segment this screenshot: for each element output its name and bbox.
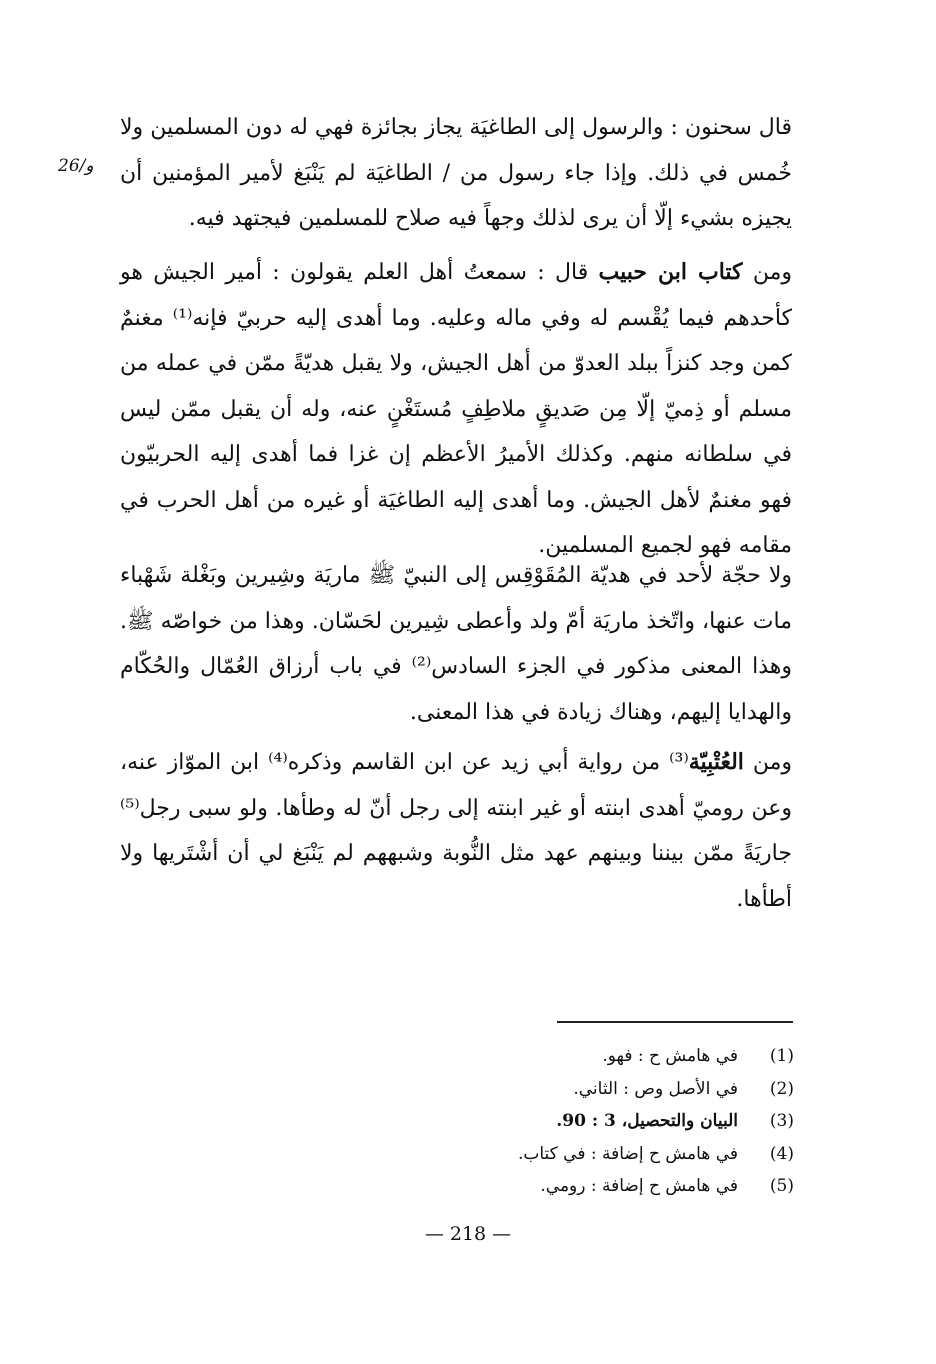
footnote-number: (4) (769, 1143, 794, 1164)
footnote-item (380, 1170, 794, 1203)
paragraph-ibn-habib (120, 250, 792, 569)
paragraph-utbiyya (120, 740, 792, 922)
footnote-item (380, 1040, 794, 1073)
margin-folio-note: 26/و (58, 156, 94, 176)
footnote-item (380, 1138, 794, 1171)
footnote-separator (557, 1021, 793, 1023)
footnote-number: (5) (769, 1176, 794, 1196)
paragraph-sahnun: قال سحنون : والرسول إلى الطاغيَة يجاز بجائزة فهي له دون المسلمين ولا خُمس في ذلك. وإذا جاء رسول من / الطاغيَة لم يَنْبَغ لأمير المؤمنين أن يجيزه بشيء إلّا أن يرى لذلك وجهاً فيه صلاح للمسلمين فيجتهد فيه. (120, 115, 792, 231)
paragraph-muqawqis: ولا حجّة لأحد في هديّة المُقَوْقِس إلى النبيّ ﷺ ماريَة وشِيرين وبَغْلة شَهْباء مات عنها، واتّخذ ماريَة أمّ ولد وأعطى شِيرين لحَسّان. وهذا من خواصّه ﷺ. وهذا المعنى مذكور في الجزء السادس⁽²⁾ في باب أرزاق العُمّال والحُكّام والهدايا إليهم، وهناك زيادة في هذا المعنى. (120, 563, 792, 725)
footnote-text: في هامش ح إضافة : في كتاب. (517, 1143, 738, 1164)
footnote-number: (2) (769, 1078, 794, 1099)
paragraph-body: قال : سمعتُ أهل العلم يقولون : أمير الجيش هو كأحدهم فيما يُقْسم له وفي ماله وعليه. وما أهدى إليه حربيّ فإنه⁽¹⁾ مغنمٌ كمن وجد كنزاً ببلد العدوّ من أهل الجيش، ولا يقبل هديّةً ممّن في عمله من مسلم أو ذِميّ إلّا مِن صَديقٍ ملاطِفٍ مُستَغْنٍ عنه، وله أن يقبل ممّن ليس في سلطانه منهم. وكذلك الأميرُ الأعظم إن غزا فما أهدى إليه الحربيّون فهو مغنمٌ لأهل الجيش. وما أهدى إليه الطاغيَة أو غيره من أهل الحرب في مقامه فهو لجميع المسلمين. (120, 260, 793, 558)
paragraph-lead: ومن (752, 260, 792, 285)
paragraph-lead: ومن (752, 750, 792, 775)
book-title-ibn-habib: كتاب ابن حبيب (598, 259, 743, 285)
paragraph-body: ⁽³⁾ من رواية أبي زيد عن ابن القاسم وذكره⁽⁴⁾ ابن الموّاز عنه، وعن روميّ أهدى ابنته أو غير ابنته إلى رجل أنّ له وطأها. ولو سبى رجل⁽⁵⁾ جاريَةً ممّن بيننا وبينهم عهد مثل النُّوبة وشبههم لم يَنْبَغ لي أن أشْتَريها ولا أطأها. (120, 750, 792, 912)
page-number: — 218 — (424, 1223, 512, 1245)
footnote-text: في هامش ح : فهو. (602, 1046, 738, 1066)
footnotes (380, 1040, 794, 1203)
footnote-text: في هامش ح إضافة : رومي. (540, 1176, 738, 1196)
footnote-item (380, 1073, 794, 1106)
footnote-text: في الأصل وص : الثاني. (573, 1078, 738, 1099)
book-title-utbiyya: العُتْبِيّة (688, 749, 744, 775)
footnote-number: (1) (769, 1046, 794, 1066)
footnote-item (380, 1105, 794, 1138)
footnote-number: (3) (769, 1111, 794, 1131)
footnote-text: البيان والتحصيل، 3 : 90. (556, 1111, 738, 1131)
